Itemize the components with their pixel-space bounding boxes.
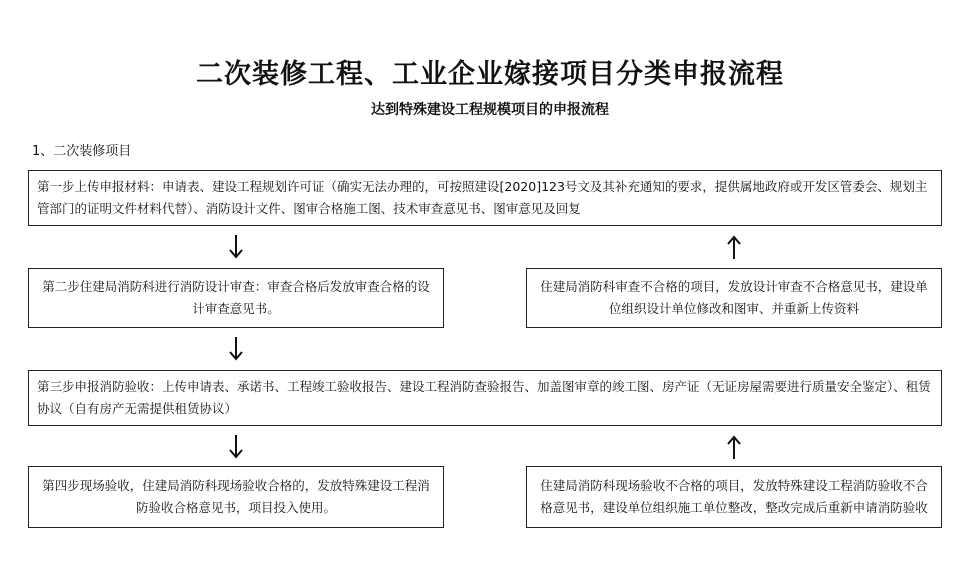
reject2-text: 住建局消防科现场验收不合格的项目，发放特殊建设工程消防验收不合格意见书，建设单位组织施工单位整改，整改完成后重新申请消防验收	[540, 478, 928, 515]
section-label: 1、二次装修项目	[32, 144, 132, 159]
arrow-up-icon	[724, 434, 744, 460]
arrow-up-icon	[724, 234, 744, 260]
arrow-down-icon	[226, 234, 246, 260]
step1-box	[28, 170, 942, 226]
step4-text: 第四步现场验收，住建局消防科现场验收合格的，发放特殊建设工程消防验收合格意见书，项目投入使用。	[42, 478, 430, 515]
arrow-down-icon	[226, 434, 246, 460]
arrow-down-icon	[226, 336, 246, 362]
page-subtitle: 达到特殊建设工程规模项目的申报流程	[371, 102, 609, 118]
step2-box	[28, 268, 444, 328]
step2-text: 第二步住建局消防科进行消防设计审查：审查合格后发放审查合格的设计审查意见书。	[42, 279, 430, 316]
step3-text: 第三步申报消防验收：上传申请表、承诺书、工程竣工验收报告、建设工程消防查验报告、加盖图审章的竣工图、房产证（无证房屋需要进行质量安全鉴定）、租赁协议（自有房产无需提供租赁协议）	[37, 379, 931, 416]
reject2-box	[526, 466, 942, 528]
step3-box	[28, 370, 942, 426]
reject1-text: 住建局消防科审查不合格的项目，发放设计审查不合格意见书，建设单位组织设计单位修改和图审、并重新上传资料	[540, 279, 928, 316]
step4-box	[28, 466, 444, 528]
reject1-box	[526, 268, 942, 328]
step1-text: 第一步上传申报材料：申请表、建设工程规划许可证（确实无法办理的，可按照建设[2020]123号文及其补充通知的要求，提供属地政府或开发区管委会、规划主管部门的证明文件材料代替）、消防设计文件、图审合格施工图、技术审查意见书、图审意见及回复	[37, 179, 928, 216]
page-title: 二次装修工程、工业企业嫁接项目分类申报流程	[196, 59, 784, 90]
